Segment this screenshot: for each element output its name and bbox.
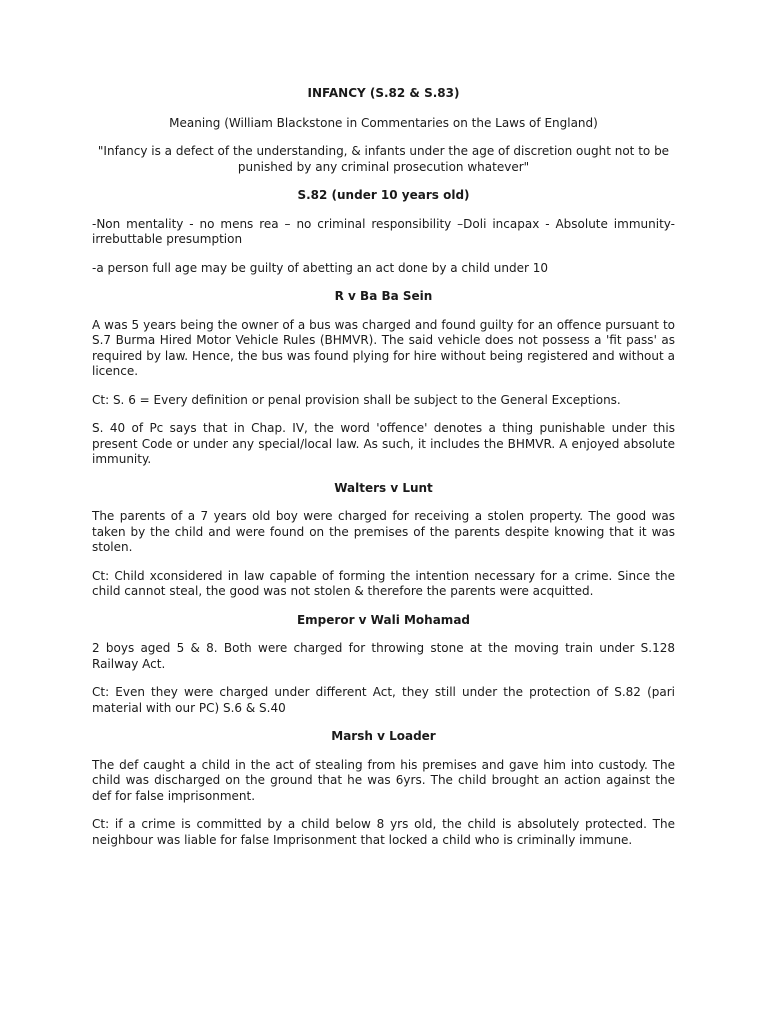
case-paragraph: Ct: Child xconsidered in law capable of forming the intention necessary for a crime. Since the child cannot steal, the good was not stolen & therefore the parents were acquitted.	[92, 568, 675, 598]
s82-heading: S.82 (under 10 years old)	[297, 188, 470, 202]
s82-point-1: -Non mentality - no mens rea – no criminal responsibility –Doli incapax - Absolute immunity-irrebuttable presumption	[92, 216, 675, 246]
document-page	[92, 86, 675, 848]
case-paragraph: The def caught a child in the act of stealing from his premises and gave him into custody. The child was discharged on the ground that he was 6yrs. The child brought an action against the def for false imprisonment.	[92, 757, 675, 803]
case-heading-emperor-v-wali-mohamad: Emperor v Wali Mohamad	[296, 612, 470, 627]
case-paragraph: Ct: if a crime is committed by a child below 8 yrs old, the child is absolutely protected. The neighbour was liable for false Imprisonment that locked a child who is criminally immune.	[92, 817, 675, 847]
blackstone-quote: "Infancy is a defect of the understanding, & infants under the age of discretion ought not to be punished by any criminal prosecution whatever"	[97, 144, 670, 174]
document-title: INFANCY (S.82 & S.83)	[307, 86, 460, 100]
case-paragraph: The parents of a 7 years old boy were charged for receiving a stolen property. The good was taken by the child and were found on the premises of the parents despite knowing that it was stolen.	[92, 509, 675, 554]
case-paragraph: 2 boys aged 5 & 8. Both were charged for throwing stone at the moving train under S.128 Railway Act.	[92, 641, 675, 671]
case-heading-marsh-v-loader: Marsh v Loader	[331, 729, 436, 743]
s82-point-2: -a person full age may be guilty of abetting an act done by a child under 10	[92, 260, 548, 275]
case-heading-ba-ba-sein: R v Ba Ba Sein	[334, 289, 433, 303]
case-paragraph: Ct: Even they were charged under different Act, they still under the protection of S.82 (pari material with our PC) S.6 & S.40	[92, 685, 675, 715]
case-paragraph: A was 5 years being the owner of a bus was charged and found guilty for an offence pursuant to S.7 Burma Hired Motor Vehicle Rules (BHMVR). The said vehicle does not possess a 'fit pass' as required by law. Hence, the bus was found plying for hire without being registered and without a licence.	[92, 317, 675, 378]
case-paragraph: S. 40 of Pc says that in Chap. IV, the word 'offence' denotes a thing punishable under this present Code or under any special/local law. As such, it includes the BHMVR. A enjoyed absolute immunity.	[92, 421, 675, 466]
meaning-line: Meaning (William Blackstone in Commentaries on the Laws of England)	[169, 115, 598, 130]
case-paragraph: Ct: S. 6 = Every definition or penal provision shall be subject to the General Exceptions.	[92, 392, 621, 407]
case-heading-walters-v-lunt: Walters v Lunt	[334, 480, 433, 495]
